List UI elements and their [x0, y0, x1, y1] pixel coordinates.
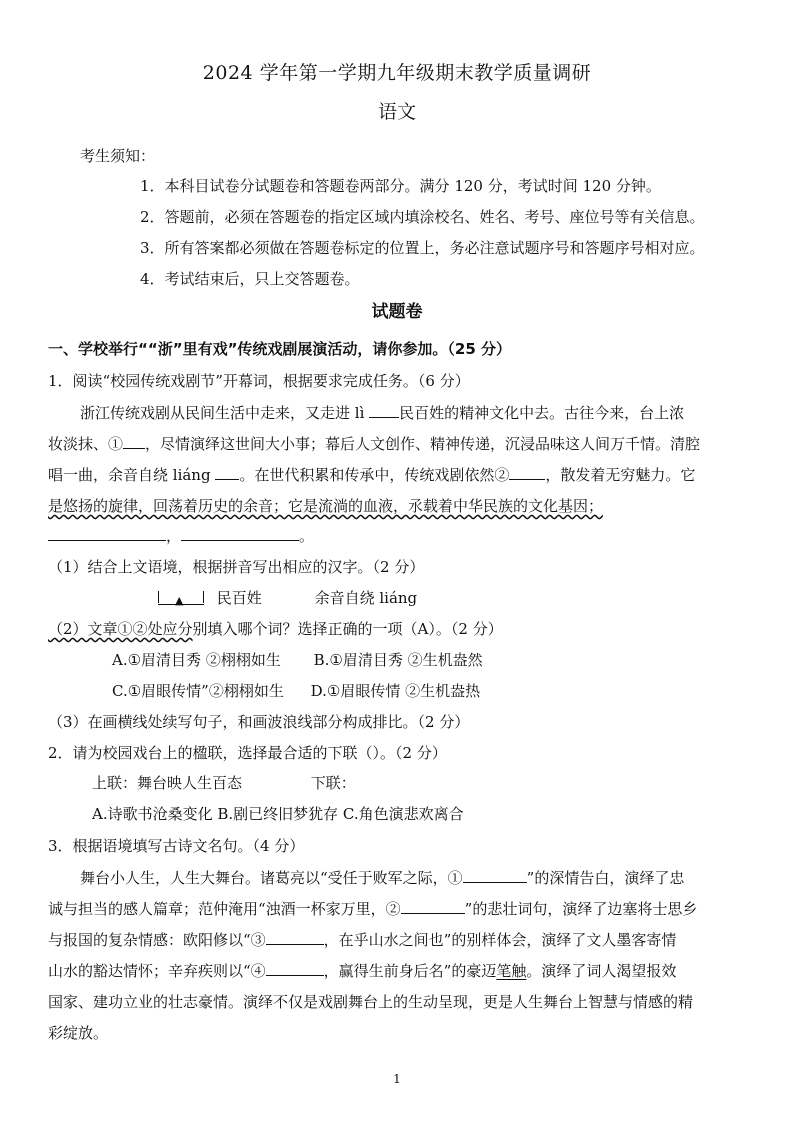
q1-passage-line-2 [48, 434, 700, 454]
option-d: D.①眉眼传情 ②生机盎热 [310, 682, 481, 700]
notice-item-3: 3．所有答案都必须做在答题卷标定的位置上，务必注意试题序号和答题序号相对应。 [140, 239, 705, 257]
lower-couplet: 下联： [310, 774, 356, 792]
passage-text: ，尽情演绎这世间大小事；幕后人文创作、精神传递，沉浸品味这人间万千情。清腔 [145, 435, 701, 453]
q1-prompt: 1．阅读“校园传统戏剧节”开幕词，根据要求完成任务。（6 分） [48, 372, 470, 390]
q1-passage-line-3 [48, 465, 695, 485]
exam-title: 2024 学年第一学期九年级期末教学质量调研 [202, 62, 592, 84]
triangle-icon: ▲ [175, 594, 184, 607]
q1-options-row-2 [112, 681, 480, 701]
passage-text: ，在乎山水之间也”的别样体会，演绎了文人墨客寄情 [323, 931, 677, 949]
q1-passage-line-1 [80, 403, 684, 423]
option-b: B.①眉清目秀 ②生机盎然 [313, 651, 483, 669]
answer-blank [369, 403, 399, 418]
option-c: C.①眉眼传情”②栩栩如生 [112, 682, 284, 700]
q2-options: A.诗歌书沧桑变化 B.剧已终旧梦犹存 C.角色演悲欢离合 [92, 805, 464, 823]
passage-text: 妆淡抹、① [48, 435, 124, 453]
passage-text: 诚与担当的感人篇章；范仲淹用“浊酒一杯家万里，② [48, 900, 401, 918]
q3-prompt: 3．根据语境填写古诗文名句。（4 分） [48, 837, 305, 855]
separator-text: ， [166, 527, 182, 545]
paper-title: 试题卷 [371, 302, 423, 322]
q2-prompt: 2．请为校园戏台上的楹联，选择最合适的下联（）。（2 分） [48, 744, 447, 762]
sub2-label-rest: 别填入哪个词？选择正确的一项（A）。（2 分） [192, 620, 503, 638]
answer-blank [181, 526, 299, 541]
q3-line-6: 彩绽放。 [48, 1024, 109, 1042]
answer-box [158, 589, 204, 605]
upper-couplet: 上联：舞台映人生百态 [92, 774, 243, 792]
notice-item-2: 2．答题前，必须在答题卷的指定区域内填涂校名、姓名、考号、座位号等有关信息。 [140, 208, 705, 226]
notice-heading: 考生须知： [80, 147, 156, 165]
q1-passage-line-4 [48, 496, 603, 516]
q1-sub1-answers [158, 588, 417, 608]
q1-sub2 [48, 619, 503, 639]
q1-sub3: （3）在画横线处续写句子，和画波浪线部分构成排比。（2 分） [48, 713, 470, 731]
answer-blank [215, 465, 239, 480]
passage-text: 与报国的复杂情感：欧阳修以“③ [48, 931, 266, 949]
option-a: A.①眉清目秀 ②栩栩如生 [112, 651, 281, 669]
page-number: 1 [393, 1072, 401, 1086]
answer-label-b: 余音自绕 liáng [314, 589, 418, 607]
passage-text: 民百姓的精神文化中去。古往今来，台上浓 [399, 404, 685, 422]
q2-couplet [92, 773, 356, 793]
answer-blank [401, 899, 465, 914]
answer-label-a: 民百姓 [216, 589, 262, 607]
sub2-label-underlined: （2）文章①②处应分 [48, 620, 193, 638]
notice-item-4: 4．考试结束后，只上交答题卷。 [140, 270, 360, 288]
passage-text: 唱一曲，余音自绕 liáng [48, 466, 216, 484]
q1-options-row-1 [112, 650, 483, 670]
answer-blank [509, 465, 545, 480]
end-text: 。 [299, 527, 315, 545]
subject-title: 语文 [377, 101, 416, 123]
q1-passage-line-5 [48, 526, 314, 546]
wavy-underlined-text: 是悠扬的旋律，回荡着历史的余音；它是流淌的血液，氶载着中华民族的文化基因； [48, 497, 604, 515]
answer-blank [266, 930, 324, 945]
passage-text: ”的深情告白，演绎了忠 [526, 869, 685, 887]
notice-item-1: 1．本科目试卷分试题卷和答题卷两部分。满分 120 分，考试时间 120 分钟。 [140, 177, 661, 195]
passage-text: ”的悲壮词句，演绎了边塞将士思乡 [464, 900, 698, 918]
q3-line-4 [48, 961, 676, 981]
q3-line-3 [48, 930, 676, 950]
passage-text: 山水的豁达情怀；辛弃疾则以“④ [48, 962, 266, 980]
q1-sub1: （1）结合上文语境，根据拼音写出相应的汉字。（2 分） [48, 558, 425, 576]
passage-text: 舞台小人生，人生大舞台。诸葛亮以“受任于败军之际，① [80, 869, 463, 887]
answer-blank [266, 961, 324, 976]
q3-line-2 [48, 899, 697, 919]
passage-text: ，散发着无穷魅力。它 [545, 466, 696, 484]
q3-line-5: 国家、建功立业的壮志豪情。演绎不仅是戏剧舞台上的生动呈现，更是人生舞台上智慧与情感的精 [48, 993, 694, 1011]
answer-blank [463, 868, 527, 883]
q3-line-1 [80, 868, 684, 888]
answer-blank [123, 434, 145, 449]
section-1-heading: 一、学校举行““浙”里有戏”传统戏剧展演活动，请你参加。（25 分） [48, 340, 512, 358]
passage-text: ，赢得生前身后名”的豪迈 [323, 962, 497, 980]
answer-blank [48, 526, 166, 541]
passage-text: 。在世代积累和传承中，传统戏剧依然② [239, 466, 510, 484]
underlined-word: 笔触 [496, 962, 527, 980]
passage-text: 。演绎了词人渴望报效 [526, 962, 677, 980]
passage-text: 浙江传统戏剧从民间生活中走来，又走进 lì [80, 404, 370, 422]
